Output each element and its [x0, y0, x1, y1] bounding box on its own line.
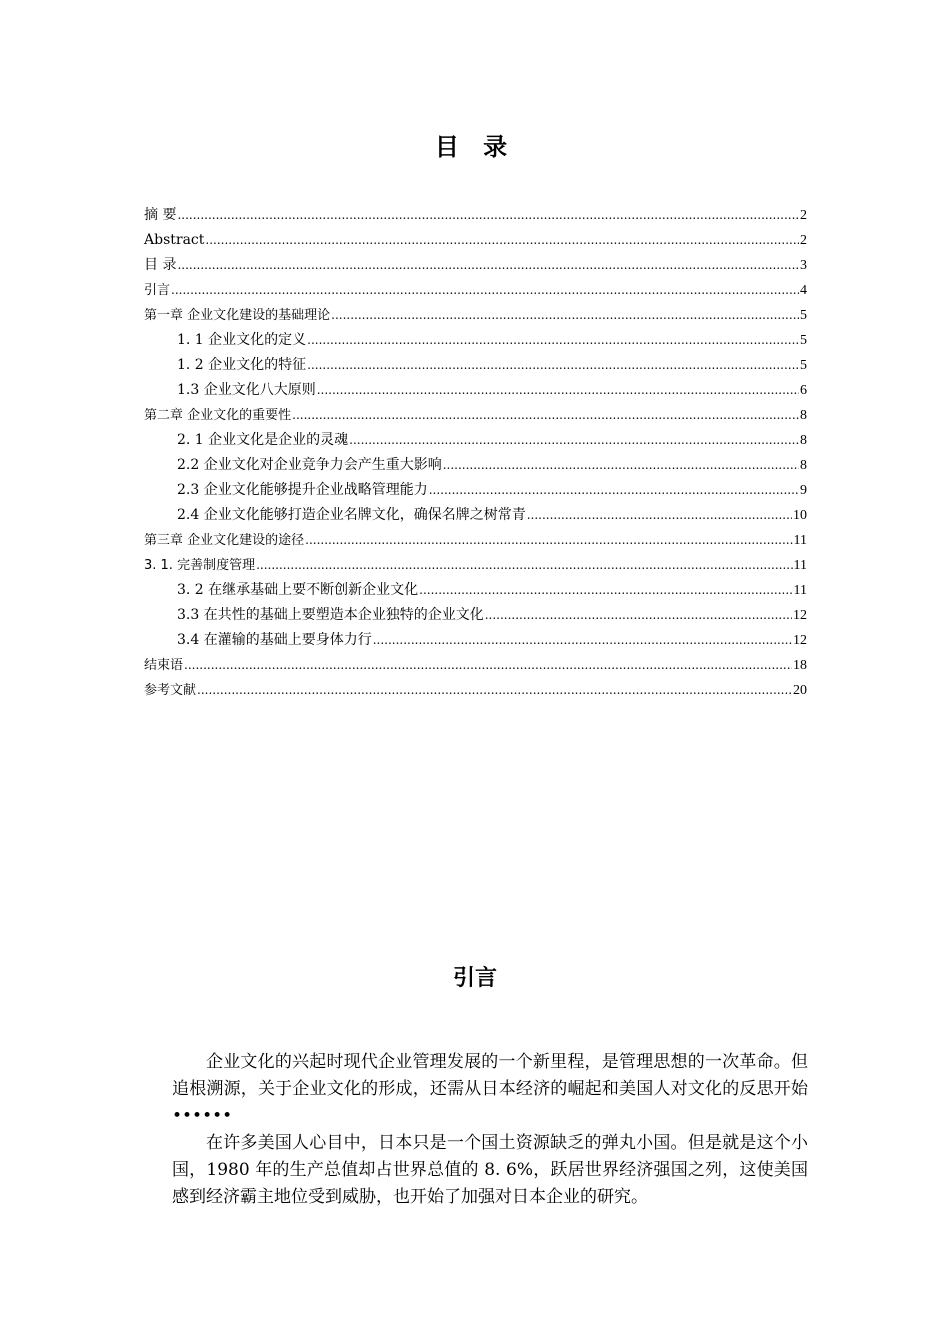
toc-entry-label: 3. 1. 完善制度管理 [144, 558, 256, 573]
toc-entry-label: 目 录 [144, 257, 177, 273]
toc-entry-page-number: 8 [800, 458, 807, 473]
toc-entry-label: Abstract [144, 232, 205, 248]
toc-entry-page-number: 8 [800, 433, 807, 448]
toc-entry-page-number: 11 [793, 583, 807, 598]
toc-dot-leader [177, 203, 799, 228]
toc-entry[interactable] [144, 528, 807, 553]
toc-entry-page-number: 5 [800, 333, 807, 348]
toc-dot-leader [184, 653, 792, 678]
toc-entry[interactable] [144, 303, 807, 328]
toc-dot-leader [307, 328, 799, 353]
intro-paragraph: 在许多美国人心目中，日本只是一个国土资源缺乏的弹丸小国。但是就是这个小国，1980 年的生产总值却占世界总值的 8. 6%，跃居世界经济强国之列，这使美国感到经济霸主地位受到威胁，也开始了加强对日本企业的研究。 [172, 1133, 808, 1207]
toc-dot-leader [349, 428, 799, 453]
toc-entry-page-number: 20 [793, 683, 807, 698]
toc-dot-leader [307, 353, 799, 378]
toc-dot-leader [527, 503, 792, 528]
toc-entry-label: 3.3 在共性的基础上要塑造本企业独特的企业文化 [177, 607, 484, 623]
toc-entry[interactable] [144, 228, 807, 253]
toc-dot-leader [197, 678, 792, 703]
toc-entry[interactable] [144, 328, 807, 353]
toc-entry-page-number: 5 [800, 308, 807, 323]
toc-dot-leader [419, 578, 792, 603]
toc-entry-label: 3.4 在灌输的基础上要身体力行 [177, 632, 372, 648]
toc-entry-label: 2.2 企业文化对企业竞争力会产生重大影响 [177, 457, 442, 473]
toc-dot-leader [256, 553, 792, 578]
toc-entry[interactable] [144, 278, 807, 303]
toc-dot-leader [485, 603, 792, 628]
toc-entry-label: 摘 要 [144, 207, 177, 223]
toc-entry[interactable] [144, 353, 807, 378]
toc-entry-label: 结束语 [144, 658, 184, 673]
toc-entry-label: 2.3 企业文化能够提升企业战略管理能力 [177, 482, 428, 498]
toc-entry[interactable] [144, 578, 807, 603]
toc-dot-leader [331, 303, 799, 328]
toc-entry[interactable] [144, 378, 807, 403]
toc-entry-page-number: 11 [793, 533, 807, 548]
toc-entry-label: 第一章 企业文化建设的基础理论 [144, 308, 331, 323]
toc-entry[interactable] [144, 203, 807, 228]
toc-entry-label: 1. 1 企业文化的定义 [177, 332, 307, 348]
toc-dot-leader [305, 528, 792, 553]
toc-entry-label: 1. 2 企业文化的特征 [177, 357, 307, 373]
toc-dot-leader [373, 628, 792, 653]
toc-entry-label: 引言 [144, 283, 171, 298]
toc-entry[interactable] [144, 553, 807, 578]
toc-entry-label: 3. 2 在继承基础上要不断创新企业文化 [177, 582, 419, 598]
toc-entry-page-number: 11 [793, 558, 807, 573]
toc-entry-label: 1.3 企业文化八大原则 [177, 382, 316, 398]
toc-dot-leader [177, 253, 799, 278]
toc-dot-leader [443, 453, 799, 478]
toc-dot-leader [292, 403, 799, 428]
toc-entry-page-number: 12 [793, 608, 807, 623]
toc-entry-label: 第三章 企业文化建设的途径 [144, 533, 305, 548]
toc-entry-label: 2.4 企业文化能够打造企业名牌文化，确保名牌之树常青 [177, 507, 526, 523]
toc-entry-page-number: 2 [800, 208, 807, 223]
toc-entry[interactable] [144, 428, 807, 453]
toc-entry-label: 参考文献 [144, 683, 197, 698]
toc-entry-page-number: 12 [793, 633, 807, 648]
toc-dot-leader [205, 228, 799, 253]
toc-dot-leader [317, 378, 799, 403]
toc-entry-page-number: 2 [800, 233, 807, 248]
intro-paragraph: 企业文化的兴起时现代企业管理发展的一个新里程，是管理思想的一次革命。但追根溯源，关于企业文化的形成，还需从日本经济的崛起和美国人对文化的反思开始•••••• [172, 1052, 808, 1126]
toc-entry-page-number: 9 [800, 483, 807, 498]
toc-entry[interactable] [144, 253, 807, 278]
toc-entry-page-number: 3 [800, 258, 807, 273]
toc-entry[interactable] [144, 503, 807, 528]
table-of-contents [144, 203, 807, 703]
toc-entry[interactable] [144, 678, 807, 703]
toc-entry-page-number: 5 [800, 358, 807, 373]
toc-entry-page-number: 10 [793, 508, 807, 523]
intro-body [172, 1049, 808, 1211]
toc-entry-label: 第二章 企业文化的重要性 [144, 408, 292, 423]
toc-entry-page-number: 6 [800, 383, 807, 398]
toc-entry[interactable] [144, 603, 807, 628]
toc-entry[interactable] [144, 653, 807, 678]
toc-entry-page-number: 4 [800, 283, 807, 298]
toc-entry-label: 2. 1 企业文化是企业的灵魂 [177, 432, 349, 448]
intro-heading: 引言 [452, 966, 497, 991]
toc-entry-page-number: 18 [793, 658, 807, 673]
toc-entry[interactable] [144, 478, 807, 503]
toc-dot-leader [171, 278, 799, 303]
toc-title: 目 录 [434, 133, 516, 161]
toc-entry[interactable] [144, 403, 807, 428]
toc-dot-leader [429, 478, 799, 503]
toc-entry[interactable] [144, 453, 807, 478]
toc-entry-page-number: 8 [800, 408, 807, 423]
toc-entry[interactable] [144, 628, 807, 653]
